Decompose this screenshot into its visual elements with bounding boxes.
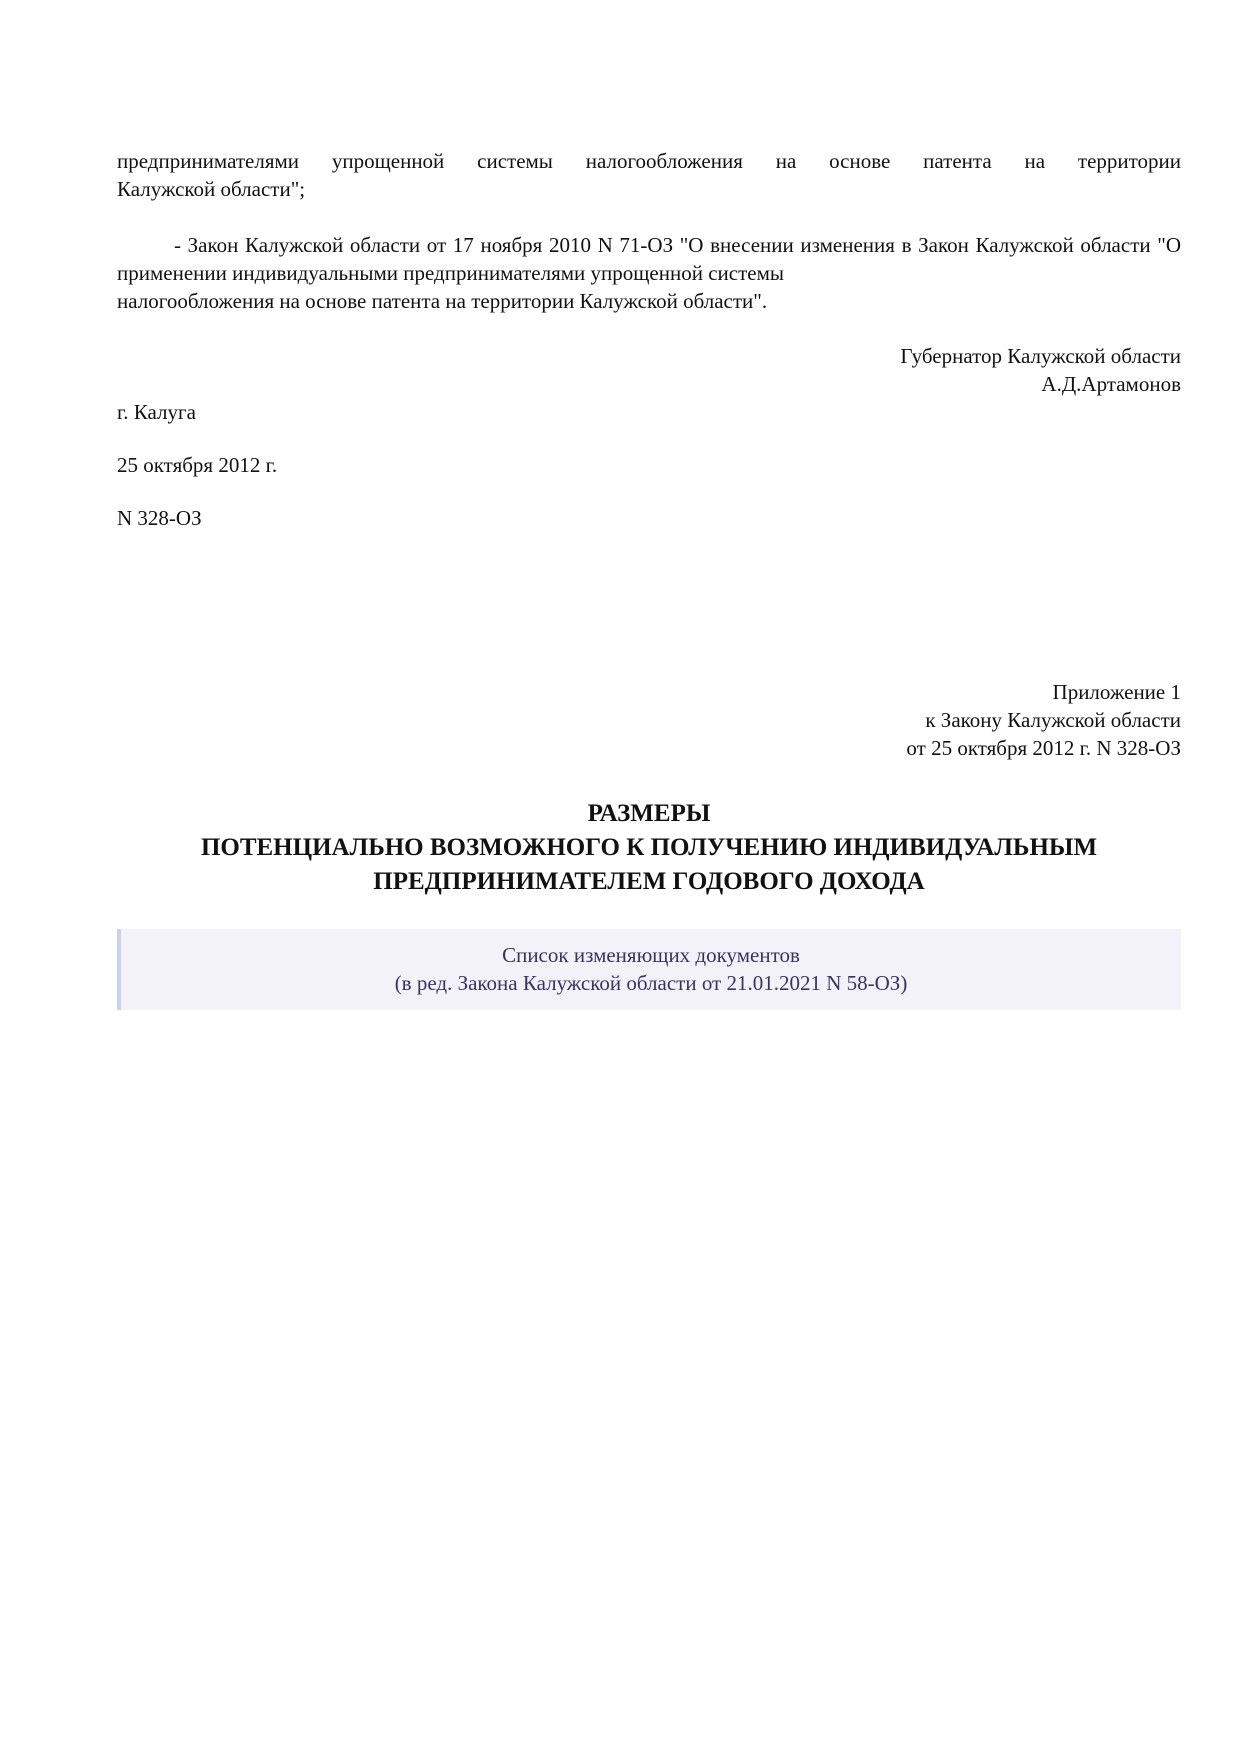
title-line-3: ПРЕДПРИНИМАТЕЛЕМ ГОДОВОГО ДОХОДА <box>373 868 925 895</box>
annex-law: к Закону Калужской области <box>925 708 1181 732</box>
law-number: N 328-ОЗ <box>117 506 202 530</box>
signature-name: А.Д.Артамонов <box>1041 372 1181 396</box>
title-line-1: РАЗМЕРЫ <box>587 800 711 827</box>
paragraph-text: предпринимателями упрощенной системы налогообложения на основе патента на территории <box>117 149 1181 173</box>
section-title <box>117 797 1181 899</box>
paragraph-law-reference <box>117 231 1181 315</box>
revisions-heading: Список изменяющих документов <box>502 943 800 967</box>
date: 25 октября 2012 г. <box>117 453 278 477</box>
paragraph-last-line: налогообложения на основе патента на территории Калужской области". <box>117 289 768 313</box>
revisions-entry: (в ред. Закона Калужской области от 21.01.2021 N 58-ОЗ) <box>394 971 908 995</box>
paragraph-continuation <box>117 147 1181 203</box>
annex-label: Приложение 1 <box>1052 680 1181 704</box>
signature-position: Губернатор Калужской области <box>900 344 1181 368</box>
revisions-box <box>117 929 1181 1010</box>
paragraph-last-line: Калужской области"; <box>117 177 306 201</box>
title-line-2: ПОТЕНЦИАЛЬНО ВОЗМОЖНОГО К ПОЛУЧЕНИЮ ИНДИВИДУАЛЬНЫМ <box>200 834 1098 861</box>
annex-date: от 25 октября 2012 г. N 328-ОЗ <box>906 736 1181 760</box>
place: г. Калуга <box>117 400 196 424</box>
paragraph-text: - Закон Калужской области от 17 ноября 2010 N 71-ОЗ "О внесении изменения в Закон Калужской области "О применении индивидуальными предпринимателями упрощенной системы <box>117 233 1181 285</box>
